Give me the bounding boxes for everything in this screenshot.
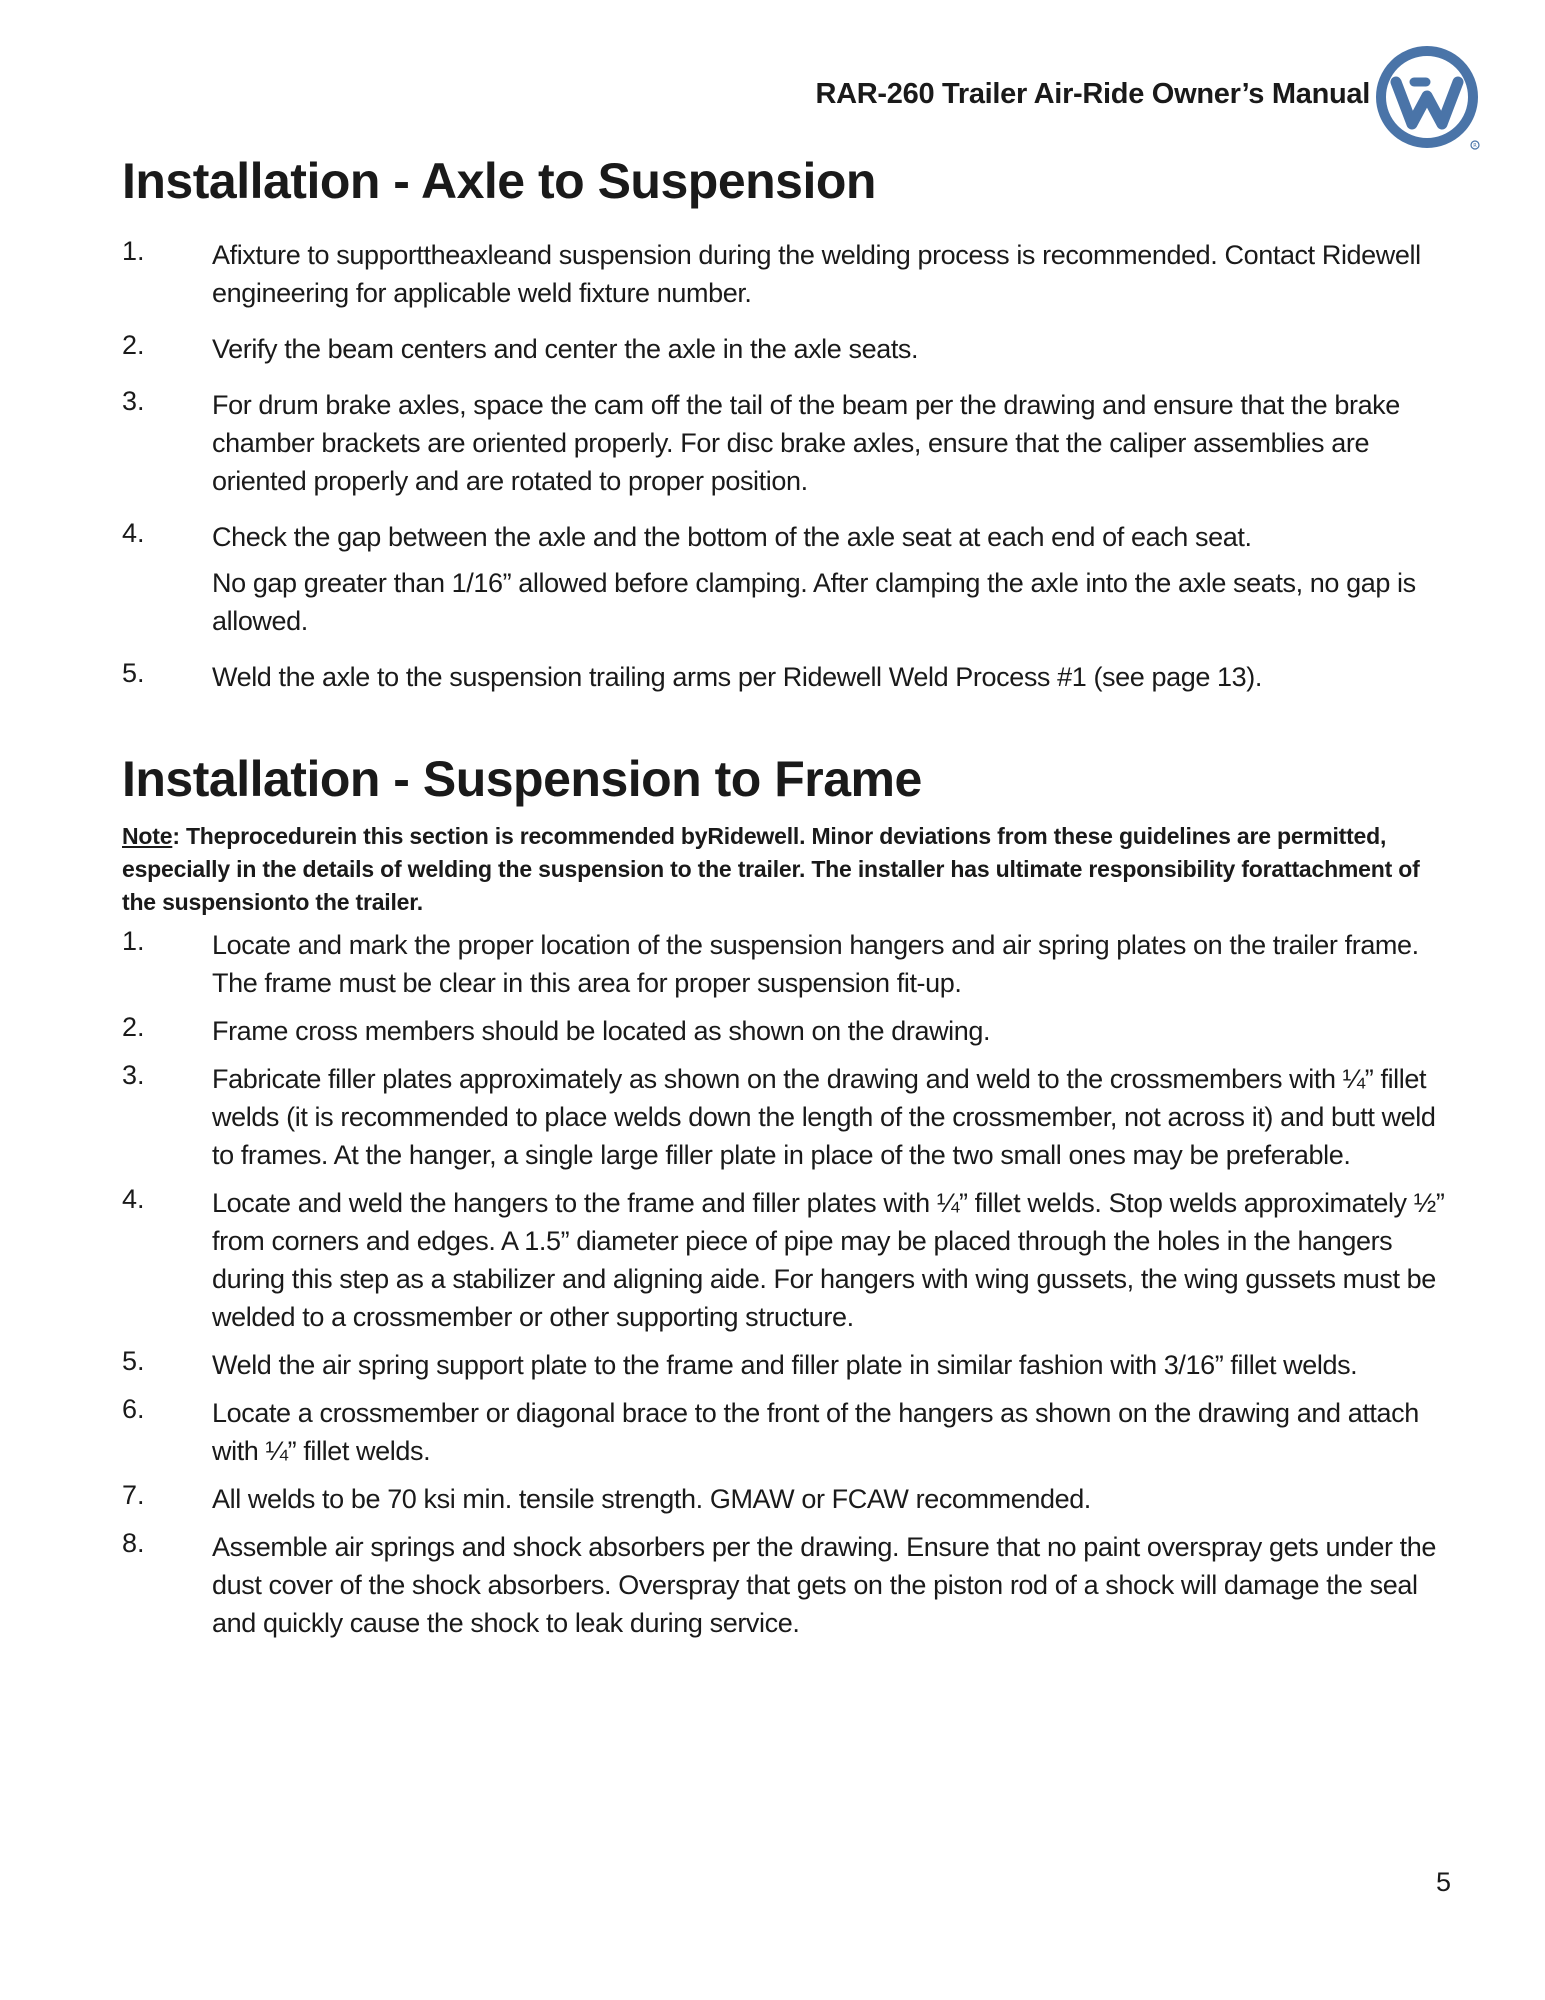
item-paragraph: Locate and mark the proper location of the suspension hangers and air spring plates on the trailer frame. The frame must be clear in this area for proper suspension fit-up.: [212, 930, 1419, 998]
manual-title: RAR-260 Trailer Air-Ride Owner’s Manual: [815, 78, 1370, 110]
item-text: [212, 330, 1452, 368]
note-label: Note: [122, 823, 173, 849]
item-number: 1.: [122, 236, 145, 266]
item-number: 4.: [122, 1184, 145, 1214]
item-number: 7.: [122, 1480, 145, 1510]
section-heading-suspension-to-frame: Installation - Suspension to Frame: [122, 751, 922, 807]
item-paragraph: Weld the axle to the suspension trailing arms per Ridewell Weld Process #1 (see page 13).: [212, 662, 1262, 692]
item-paragraph: Locate a crossmember or diagonal brace to the front of the hangers as shown on the drawing and attach with ¼” fillet welds.: [212, 1398, 1419, 1466]
item-paragraph: Assemble air springs and shock absorbers per the drawing. Ensure that no paint overspray gets under the dust cover of the shock absorbers. Overspray that gets on the piston rod of a shock will damage the seal and quickly cause the shock to leak during service.: [212, 1532, 1437, 1638]
item-number: 1.: [122, 926, 145, 956]
item-number: 5.: [122, 1346, 145, 1376]
svg-text:R: R: [1473, 143, 1477, 149]
item-text: [212, 1394, 1452, 1470]
list-item: [122, 926, 1452, 1002]
item-text: [212, 518, 1452, 640]
axle-to-suspension-steps: [122, 236, 1452, 714]
page-number: 5: [1435, 1867, 1451, 1897]
item-paragraph: Locate and weld the hangers to the frame and filler plates with ¼” fillet welds. Stop welds approximately ½” from corners and edges. A 1.5” diameter piece of pipe may be placed through the holes in the hangers during this step as a stabilizer and aligning aide. For hangers with wing gussets, the wing gussets must be welded to a crossmember or other supporting structure.: [212, 1188, 1445, 1332]
list-item: [122, 330, 1452, 368]
list-item: [122, 1480, 1452, 1518]
list-item: [122, 658, 1452, 696]
item-paragraph: For drum brake axles, space the cam off the tail of the beam per the drawing and ensure that the brake chamber brackets are oriented properly. For disc brake axles, ensure that the caliper assemblies are oriented properly and are rotated to proper position.: [212, 390, 1400, 496]
item-paragraph: Weld the air spring support plate to the frame and filler plate in similar fashion with 3/16” fillet welds.: [212, 1350, 1358, 1380]
note-text: : Theprocedurein this section is recommended byRidewell. Minor deviations from these guidelines are permitted, especially in the details of welding the suspension to the trailer. The installer has ultimate responsibility forattachment of the suspensionto the trailer.: [122, 823, 1420, 915]
list-item: [122, 1394, 1452, 1470]
list-item: [122, 236, 1452, 312]
item-number: 3.: [122, 386, 145, 416]
procedure-note: [122, 820, 1452, 919]
item-paragraph: All welds to be 70 ksi min. tensile strength. GMAW or FCAW recommended.: [212, 1484, 1091, 1514]
list-item: [122, 386, 1452, 500]
list-item: [122, 1184, 1452, 1336]
item-text: [212, 1346, 1452, 1384]
item-number: 2.: [122, 1012, 145, 1042]
item-text: [212, 386, 1452, 500]
item-paragraph: Verify the beam centers and center the axle in the axle seats.: [212, 334, 919, 364]
item-paragraph: Afixture to supporttheaxleand suspension during the welding process is recommended. Contact Ridewell engineering for applicable weld fixture number.: [212, 240, 1421, 308]
item-number: 3.: [122, 1060, 145, 1090]
section-heading-axle-to-suspension: Installation - Axle to Suspension: [122, 153, 876, 209]
item-number: 5.: [122, 658, 145, 688]
item-paragraph: Check the gap between the axle and the bottom of the axle seat at each end of each seat.: [212, 522, 1252, 552]
item-number: 2.: [122, 330, 145, 360]
list-item: [122, 518, 1452, 640]
item-number: 6.: [122, 1394, 145, 1424]
item-text: [212, 1012, 1452, 1050]
list-item: [122, 1012, 1452, 1050]
list-item: [122, 1528, 1452, 1642]
item-text: [212, 926, 1452, 1002]
item-number: 4.: [122, 518, 145, 548]
list-item: [122, 1060, 1452, 1174]
item-text: [212, 236, 1452, 312]
item-text: [212, 658, 1452, 696]
item-paragraph: No gap greater than 1/16” allowed before clamping. After clamping the axle into the axle seats, no gap is allowed.: [212, 568, 1416, 636]
suspension-to-frame-steps: [122, 926, 1452, 1652]
list-item: [122, 1346, 1452, 1384]
item-text: [212, 1528, 1452, 1642]
ridewell-logo: [1374, 44, 1484, 154]
item-text: [212, 1480, 1452, 1518]
item-paragraph: Fabricate filler plates approximately as shown on the drawing and weld to the crossmembers with ¼” fillet welds (it is recommended to place welds down the length of the crossmember, not across it) and butt weld to frames. At the hanger, a single large filler plate in place of the two small ones may be preferable.: [212, 1064, 1436, 1170]
item-paragraph: Frame cross members should be located as shown on the drawing.: [212, 1016, 991, 1046]
item-text: [212, 1184, 1452, 1336]
item-number: 8.: [122, 1528, 145, 1558]
item-text: [212, 1060, 1452, 1174]
